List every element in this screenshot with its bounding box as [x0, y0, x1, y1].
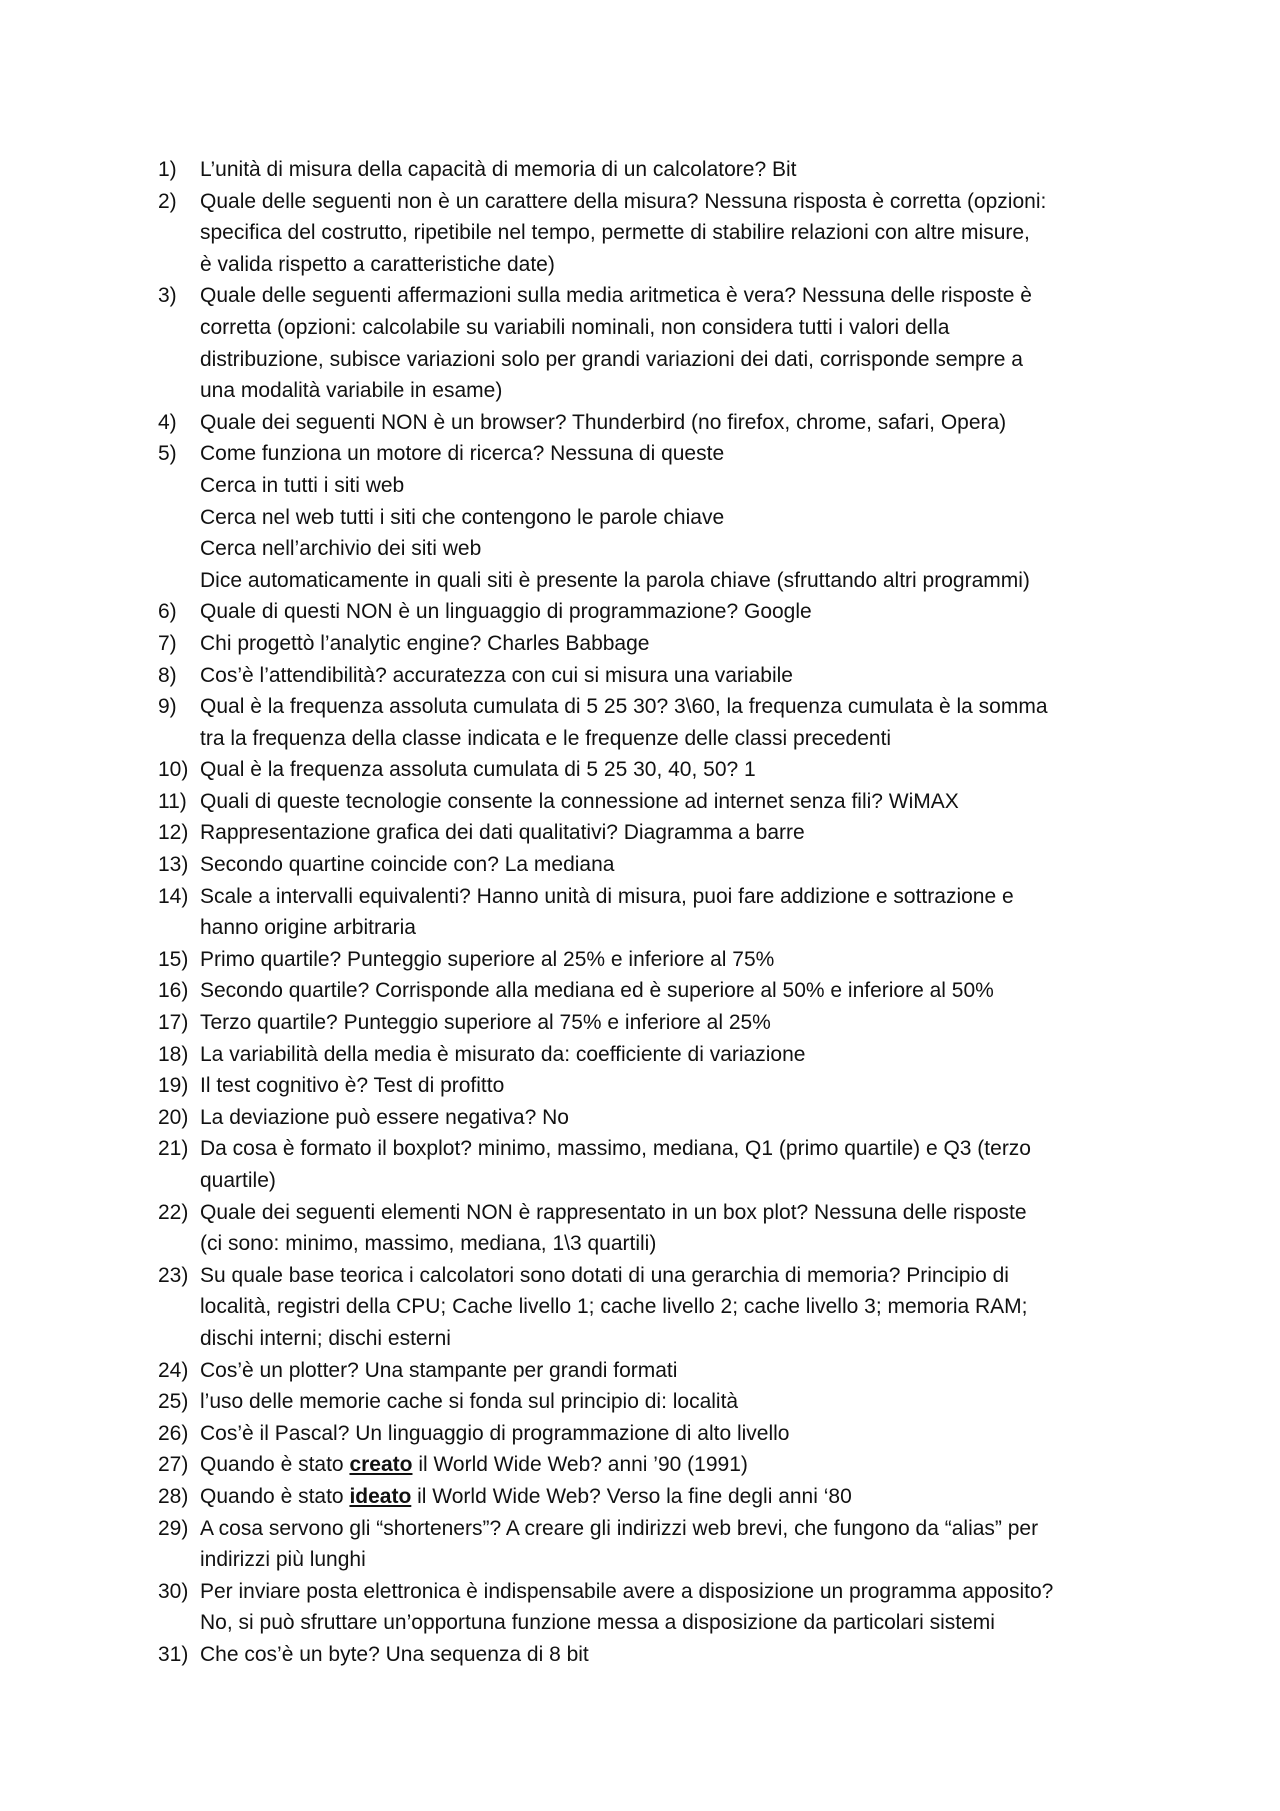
list-item-number: 14) [158, 884, 189, 908]
list-item [158, 438, 1168, 596]
list-item-number: 28) [158, 1484, 189, 1508]
list-item-text: La variabilità della media è misurato da: coefficiente di variazione [200, 1042, 806, 1066]
list-item-text: distribuzione, subisce variazioni solo per grandi variazioni dei dati, corrisponde sempre a [200, 347, 1023, 371]
list-item-text: località, registri della CPU; Cache livello 1; cache livello 2; cache livello 3; memoria RAM; [200, 1295, 1028, 1319]
list-item-text: Cos’è un plotter? Una stampante per grandi formati [200, 1358, 678, 1382]
numbered-list [158, 154, 1168, 1671]
list-item-text: specifica del costrutto, ripetibile nel tempo, permette di stabilire relazioni con altre misure, [200, 221, 1030, 245]
list-item-number: 8) [158, 663, 177, 687]
list-item [158, 628, 1168, 660]
list-item [158, 1449, 1168, 1481]
list-item [158, 407, 1168, 439]
list-item-text: Quale dei seguenti elementi NON è rappresentato in un box plot? Nessuna delle risposte [200, 1200, 1027, 1224]
list-item-text: Per inviare posta elettronica è indispensabile avere a disposizione un programma apposito? [200, 1579, 1054, 1603]
list-item-text: Quale dei seguenti NON è un browser? Thunderbird (no firefox, chrome, safari, Opera) [200, 410, 1007, 434]
list-item-text: Secondo quartile? Corrisponde alla mediana ed è superiore al 50% e inferiore al 50% [200, 979, 994, 1003]
list-item [158, 1197, 1168, 1260]
list-item-number: 12) [158, 821, 189, 845]
list-item-text: Cerca in tutti i siti web [200, 473, 405, 497]
list-item-number: 5) [158, 442, 177, 466]
list-item-number: 26) [158, 1421, 189, 1445]
list-item [158, 1639, 1168, 1671]
list-item-text: Da cosa è formato il boxplot? minimo, massimo, mediana, Q1 (primo quartile) e Q3 (terzo [200, 1137, 1031, 1161]
text-segment: Quando è stato [200, 1484, 350, 1508]
list-item-number: 2) [158, 189, 177, 213]
list-item [158, 1513, 1168, 1576]
list-item-number: 3) [158, 284, 177, 308]
list-item-text: A cosa servono gli “shorteners”? A creare gli indirizzi web brevi, che fungono da “alias” per [200, 1516, 1039, 1540]
emphasized-word: creato [349, 1453, 413, 1477]
list-item-text: è valida rispetto a caratteristiche date) [200, 252, 555, 276]
list-item-text: Primo quartile? Punteggio superiore al 25% e inferiore al 75% [200, 947, 775, 971]
list-item-number: 20) [158, 1105, 189, 1129]
list-item-number: 17) [158, 1011, 189, 1035]
list-item-number: 21) [158, 1137, 189, 1161]
list-item-text: L’unità di misura della capacità di memoria di un calcolatore? Bit [200, 158, 797, 181]
list-item-text: Cerca nell’archivio dei siti web [200, 537, 482, 561]
list-item-number: 13) [158, 853, 189, 877]
list-item-number: 23) [158, 1263, 189, 1287]
list-item-number: 24) [158, 1358, 189, 1382]
list-item-number: 1) [158, 158, 177, 181]
list-item [158, 786, 1168, 818]
list-item-text: Terzo quartile? Punteggio superiore al 75% e inferiore al 25% [200, 1011, 771, 1035]
list-item [158, 881, 1168, 944]
list-item [158, 1102, 1168, 1134]
list-item-text: Scale a intervalli equivalenti? Hanno unità di misura, puoi fare addizione e sottrazione e [200, 884, 1014, 908]
list-item [158, 1386, 1168, 1418]
list-item-text: Il test cognitivo è? Test di profitto [200, 1074, 505, 1098]
list-item-text: La deviazione può essere negativa? No [200, 1105, 569, 1129]
list-item [158, 660, 1168, 692]
list-item-number: 30) [158, 1579, 189, 1603]
list-item-number: 25) [158, 1390, 189, 1414]
list-item-number: 15) [158, 947, 189, 971]
list-item [158, 1355, 1168, 1387]
list-item-text: No, si può sfruttare un’opportuna funzione messa a disposizione da particolari sistemi [200, 1611, 995, 1635]
list-item-text: hanno origine arbitraria [200, 916, 416, 940]
list-item [158, 944, 1168, 976]
list-item-text: Che cos’è un byte? Una sequenza di 8 bit [200, 1642, 589, 1666]
list-item [158, 186, 1168, 281]
list-item-text: tra la frequenza della classe indicata e le frequenze delle classi precedenti [200, 726, 892, 750]
list-item [158, 1481, 1168, 1513]
list-item [158, 754, 1168, 786]
list-item-number: 19) [158, 1074, 189, 1098]
list-item-text: Quali di queste tecnologie consente la connessione ad internet senza fili? WiMAX [200, 789, 959, 813]
list-item-number: 31) [158, 1642, 189, 1666]
list-item-text: Qual è la frequenza assoluta cumulata di 5 25 30, 40, 50? 1 [200, 758, 756, 782]
list-item-text: Cerca nel web tutti i siti che contengono le parole chiave [200, 505, 725, 529]
list-item-number: 22) [158, 1200, 189, 1224]
list-item-text [200, 1449, 1168, 1481]
list-item [158, 817, 1168, 849]
list-item-text: Quale delle seguenti affermazioni sulla media aritmetica è vera? Nessuna delle risposte è [200, 284, 1032, 308]
list-item-text: una modalità variabile in esame) [200, 379, 503, 403]
list-item [158, 1576, 1168, 1639]
list-item-number: 18) [158, 1042, 189, 1066]
text-segment: il World Wide Web? anni ’90 (1991) [412, 1453, 748, 1477]
list-item-number: 10) [158, 758, 189, 782]
list-item-number: 6) [158, 600, 177, 624]
list-item-number: 9) [158, 695, 177, 719]
list-item-text: Su quale base teorica i calcolatori sono dotati di una gerarchia di memoria? Principio di [200, 1263, 1009, 1287]
list-item-text [200, 1481, 1168, 1513]
text-segment: il World Wide Web? Verso la fine degli anni ‘80 [411, 1484, 852, 1508]
list-item-text: corretta (opzioni: calcolabile su variabili nominali, non considera tutti i valori della [200, 315, 950, 339]
list-item-text: Dice automaticamente in quali siti è presente la parola chiave (sfruttando altri programmi) [200, 568, 1030, 592]
list-item-text: Rappresentazione grafica dei dati qualitativi? Diagramma a barre [200, 821, 805, 845]
list-item-text: Secondo quartine coincide con? La mediana [200, 853, 615, 877]
list-item-text: dischi interni; dischi esterni [200, 1326, 451, 1350]
list-item-text: (ci sono: minimo, massimo, mediana, 1\3 quartili) [200, 1232, 657, 1256]
list-item [158, 280, 1168, 406]
list-item-text: Cos’è l’attendibilità? accuratezza con cui si misura una variabile [200, 663, 793, 687]
list-item-text: Qual è la frequenza assoluta cumulata di 5 25 30? 3\60, la frequenza cumulata è la somma [200, 695, 1048, 719]
text-segment: Quando è stato [200, 1453, 350, 1477]
list-item [158, 154, 1168, 186]
list-item [158, 1418, 1168, 1450]
list-item [158, 691, 1168, 754]
list-item [158, 975, 1168, 1007]
list-item [158, 849, 1168, 881]
list-item [158, 1260, 1168, 1355]
list-item-text: indirizzi più lunghi [200, 1548, 366, 1572]
list-item-text: Come funziona un motore di ricerca? Nessuna di queste [200, 442, 725, 466]
list-item-text: Quale delle seguenti non è un carattere della misura? Nessuna risposta è corretta (opzioni: [200, 189, 1047, 213]
list-item [158, 1039, 1168, 1071]
list-item-number: 16) [158, 979, 189, 1003]
list-item [158, 1070, 1168, 1102]
list-item-text: Quale di questi NON è un linguaggio di programmazione? Google [200, 600, 812, 624]
list-item-number: 4) [158, 410, 177, 434]
emphasized-word: ideato [349, 1484, 412, 1508]
list-item-number: 7) [158, 631, 177, 655]
list-item-number: 29) [158, 1516, 189, 1540]
list-item-text: quartile) [200, 1169, 276, 1192]
list-item [158, 596, 1168, 628]
list-item [158, 1007, 1168, 1039]
list-item-number: 27) [158, 1453, 189, 1477]
list-item-number: 11) [158, 789, 187, 813]
list-item-text: l’uso delle memorie cache si fonda sul principio di: località [200, 1390, 739, 1414]
list-item-text: Cos’è il Pascal? Un linguaggio di programmazione di alto livello [200, 1421, 790, 1445]
list-item-text: Chi progettò l’analytic engine? Charles Babbage [200, 631, 650, 655]
list-item [158, 1133, 1168, 1196]
